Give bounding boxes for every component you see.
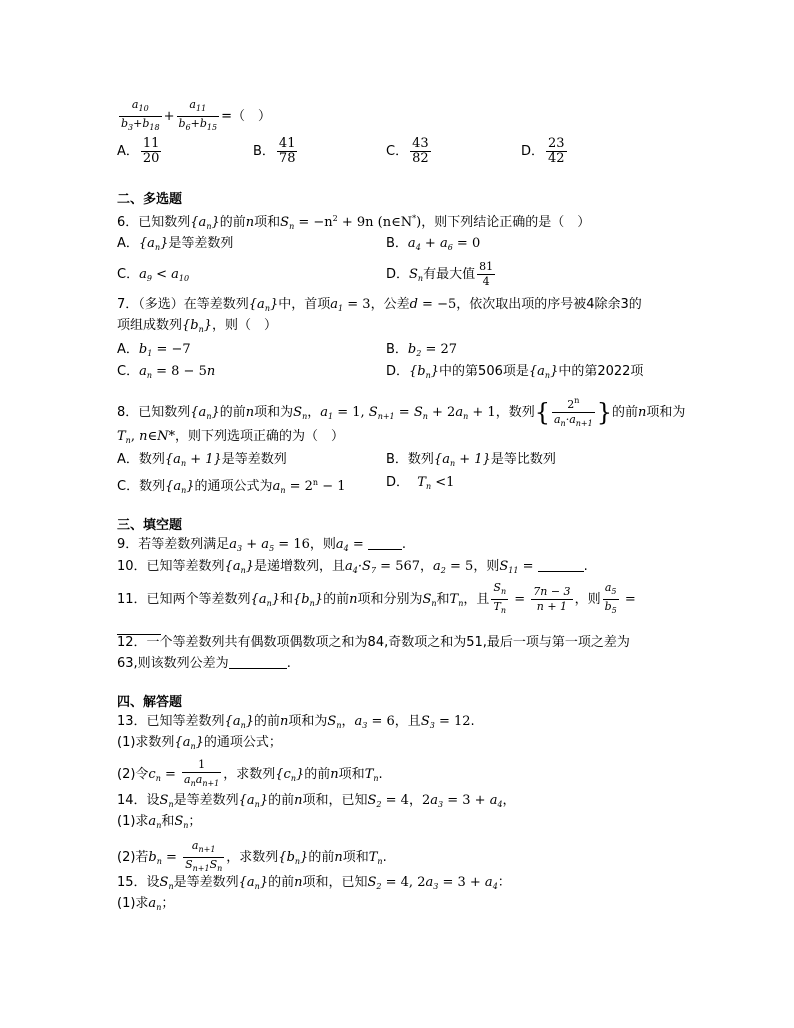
q13-part2: (2)令$c_n$ = $\frac{1}{a_na_{n+1}}$ ，求数列$\{c_n\}$的前n项和$T_n$. <box>117 758 383 788</box>
q7-option-c: C．$a_n = 8 - 5n$ <box>117 364 216 380</box>
fraction: $\frac{a_{10}}{b_3+b_{18}}$ <box>121 98 160 132</box>
q12-line1: 12．一个等差数列共有偶数项偶数项之和为84,奇数项之和为51,最后一项与第一项之差为 <box>117 635 630 650</box>
q5-option-b: B． $\frac{41}{78}$ <box>253 136 296 166</box>
q8-option-c: C．数列$\{a_n\}$的通项公式为$a_n = 2^n - 1$ <box>117 478 346 495</box>
q6-stem: 6．已知数列$\{a_n\}$的前n项和$S_n = -n^2 + 9n$ (n∈N*)，则下列结论正确的是（ ） <box>117 214 591 231</box>
section-heading-solutions: 四、解答题 <box>117 695 183 710</box>
answer-blank[interactable] <box>368 537 402 550</box>
q12-line2: 63,则该数列公差为 . <box>117 656 291 671</box>
q10: 10．已知等差数列$\{a_n\}$是递增数列，且$a_4\cdot S_7 = 567$，$a_2 = 5$，则$S_{11}$ = . <box>117 559 588 575</box>
q14-part1: (1)求$a_n$和$S_n$； <box>117 814 202 830</box>
q8-stem-line2: $T_n$, n∈N*，则下列选项正确的为（ ） <box>117 429 344 445</box>
q6-option-d: D．$S_n$有最大值 $\frac{81}{4}$ <box>386 260 494 288</box>
q7-stem: 7．（多选）在等差数列$\{a_n\}$中，首项$a_1 = 3$，公差d = −5，依次取出项的序号被4除余3的 <box>117 297 642 313</box>
q14-stem: 14．设$S_n$是等差数列$\{a_n\}$的前n项和，已知$S_2 = 4$，$2a_3 = 3 + a_4$， <box>117 793 516 809</box>
q15-part1: (1)求$a_n$； <box>117 896 175 912</box>
q8-stem: 8．已知数列$\{a_n\}$的前n项和为$S_n$，$a_1 = 1$, $S_{n+1} = S_n + 2a_n + 1$，数列{ $\frac{2^n}{a_n\cdot a_{n+1}}$ }的前n项和为 <box>117 396 686 428</box>
q9: 9．若等差数列满足$a_3 + a_5 = 16$，则$a_4$ = . <box>117 537 407 553</box>
q7-option-b: B．$b_2 = 27$ <box>386 342 458 358</box>
q5-option-a: A． $\frac{11}{20}$ <box>117 136 160 166</box>
q5-option-c: C． $\frac{43}{82}$ <box>386 136 429 166</box>
q15-stem: 15．设$S_n$是等差数列$\{a_n\}$的前n项和，已知$S_2 = 4$, $2a_3 = 3 + a_4$： <box>117 875 511 891</box>
q13-part1: (1)求数列$\{a_n\}$的通项公式； <box>117 735 282 751</box>
q5-option-d: D． $\frac{23}{42}$ <box>521 136 565 166</box>
q5-expression: $\frac{a_{10}}{b_3+b_{18}}$ + $\frac{a_{11}}{b_6+b_{15}}$ =（ ） <box>117 98 271 135</box>
q8-option-b: B．数列$\{a_n + 1\}$是等比数列 <box>386 452 556 468</box>
q7-stem-line2: 项组成数列$\{b_n\}$，则（ ） <box>117 318 278 334</box>
q11: 11．已知两个等差数列$\{a_n\}$和$\{b_n\}$的前n项和分别为$S_n$和$T_n$，且 $\frac{S_n}{T_n}$ = $\frac{7n - 3}{n + 1}$ ，则 $\frac{a_5}{b_5}$ = <box>117 581 636 615</box>
answer-blank[interactable] <box>229 656 287 669</box>
q6-option-b: B．$a_4 + a_6 = 0$ <box>386 236 481 252</box>
q7-option-a: A．$b_1 = -7$ <box>117 342 191 358</box>
section-heading-multiple-choice: 二、多选题 <box>117 192 183 207</box>
fraction: $\frac{a_{11}}{b_6+b_{15}}$ <box>178 98 218 132</box>
answer-blank[interactable] <box>538 559 584 572</box>
q8-option-d: D． $T_n <1$ <box>386 475 455 491</box>
q6-option-c: C．$a_9 < a_{10}$ <box>117 267 190 283</box>
q7-option-d: D．$\{b_n\}$中的第506项是$\{a_n\}$中的第2022项 <box>386 364 644 380</box>
q13-stem: 13．已知等差数列$\{a_n\}$的前n项和为$S_n$，$a_3 = 6$，且$S_3 = 12$. <box>117 714 475 730</box>
q14-part2: (2)若$b_n$ = $\frac{a_{n+1}}{S_{n+1}S_n}$ ，求数列$\{b_n\}$的前n项和$T_n$. <box>117 839 387 873</box>
q8-option-a: A．数列$\{a_n + 1\}$是等差数列 <box>117 452 287 468</box>
q6-option-a: A．$\{a_n\}$是等差数列 <box>117 236 234 252</box>
section-heading-fill-in: 三、填空题 <box>117 518 183 533</box>
